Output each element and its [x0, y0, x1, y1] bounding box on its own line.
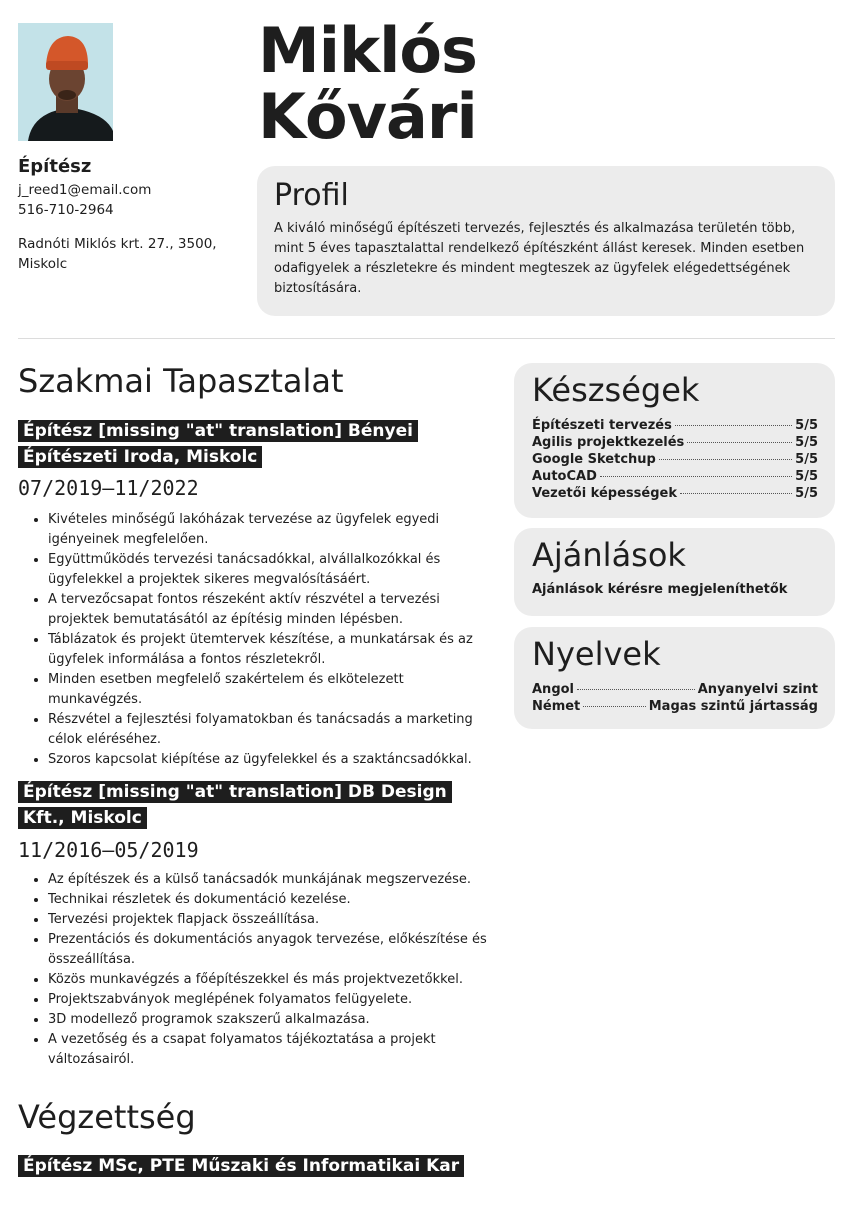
list-item: • Együttműködés tervezési tanácsadókkal, alvállalkozókkal és ügyfelekkel a projektek sikeres megvalósításáért.	[48, 550, 495, 590]
list-item: • Minden esetben megfelelő szakértelem és elkötelezett munkavégzés.	[48, 670, 495, 710]
list-item: • Részvétel a fejlesztési folyamatokban és tanácsadás a marketing célok eléréséhez.	[48, 710, 495, 750]
skill-row	[532, 485, 818, 502]
list-item: • Kivételes minőségű lakóházak tervezése az ügyfelek egyedi igényeinek megfelelően.	[48, 510, 495, 550]
skill-level: 5/5	[795, 486, 818, 501]
list-item: • A tervezőcsapat fontos részeként aktív részvétel a tervezési projektek bemutatásától az építésig minden lépésben.	[48, 590, 495, 630]
skill-name: AutoCAD	[532, 469, 597, 484]
list-item: • Táblázatok és projekt ütemtervek készítése, a munkatársak és az ügyfelek informálása a fontos részletekről.	[48, 630, 495, 670]
profile-photo	[18, 23, 113, 141]
skill-level: 5/5	[795, 469, 818, 484]
skills-heading: Készségek	[532, 371, 700, 409]
language-row	[532, 681, 818, 698]
skill-row	[532, 451, 818, 468]
language-row	[532, 698, 818, 715]
skill-name: Építészeti tervezés	[532, 418, 672, 433]
education-heading: Végzettség	[18, 1098, 196, 1136]
skill-row	[532, 417, 818, 434]
languages-heading: Nyelvek	[532, 635, 661, 673]
skill-level: 5/5	[795, 435, 818, 450]
skill-name: Agilis projektkezelés	[532, 435, 685, 450]
profile-text: A kiváló minőségű építészeti tervezés, fejlesztés és alkalmazása területén több, mint 5 éves tapasztalattal rendelkező építészként állást keresek. Minden esetben odafigyelek a részletekre és mindent megteszek az ügyfelek elégedettségének biztosítására.	[274, 221, 805, 296]
job-1-title: Építész [missing "at" translation] Bényei Építészeti Iroda, Miskolc	[18, 420, 418, 468]
list-item: • Technikai részletek és dokumentáció kezelése.	[48, 890, 495, 910]
list-item: • Prezentációs és dokumentációs anyagok tervezése, előkészítése és összeállítása.	[48, 930, 495, 970]
list-item: • A vezetőség és a csapat folyamatos tájékoztatása a projekt változásairól.	[48, 1030, 495, 1070]
job-1-dates: 07/2019—11/2022	[18, 476, 199, 500]
skill-level: 5/5	[795, 452, 818, 467]
skill-row	[532, 434, 818, 451]
language-name: Német	[532, 699, 581, 714]
contact-block	[18, 180, 151, 220]
list-item: • Tervezési projektek flapjack összeállítása.	[48, 910, 495, 930]
address: Radnóti Miklós krt. 27., 3500, Miskolc	[18, 236, 217, 272]
job-1-title-wrap	[18, 418, 493, 470]
skill-name: Google Sketchup	[532, 452, 656, 467]
profile-heading: Profil	[274, 178, 349, 213]
references-section	[514, 528, 835, 616]
skill-level: 5/5	[795, 418, 818, 433]
job-2-dates: 11/2016—05/2019	[18, 838, 199, 862]
skills-section	[514, 363, 835, 518]
job-2-title: Építész [missing "at" translation] DB Design Kft., Miskolc	[18, 781, 452, 829]
references-heading: Ajánlások	[532, 536, 686, 574]
profile-section	[257, 166, 835, 316]
full-name	[258, 14, 477, 153]
list-item: • Közös munkavégzés a főépítészekkel és más projektvezetőkkel.	[48, 970, 495, 990]
language-level: Anyanyelvi szint	[697, 682, 818, 697]
languages-section	[514, 627, 835, 729]
language-level: Magas szintű jártasság	[648, 699, 818, 714]
language-name: Angol	[532, 682, 575, 697]
phone[interactable]: 516-710-2964	[18, 202, 114, 218]
skill-row	[532, 468, 818, 485]
job-title: Építész	[18, 156, 92, 177]
job-1-bullets	[30, 510, 495, 770]
experience-heading: Szakmai Tapasztalat	[18, 362, 344, 400]
job-2-bullets	[30, 870, 495, 1070]
references-text: Ajánlások kérésre megjeleníthetők	[532, 582, 788, 597]
list-item: • Szoros kapcsolat kiépítése az ügyfelekkel és a szaktáncsadókkal.	[48, 750, 495, 770]
job-2-title-wrap	[18, 779, 493, 831]
last-name: Kővári	[258, 80, 477, 153]
list-item: • Az építészek és a külső tanácsadók munkájának megszervezése.	[48, 870, 495, 890]
list-item: • Projektszabványok meglépének folyamatos felügyelete.	[48, 990, 495, 1010]
education-degree-wrap	[18, 1153, 493, 1179]
skill-name: Vezetői képességek	[532, 486, 677, 501]
divider	[18, 338, 835, 339]
first-name: Miklós	[258, 14, 477, 87]
email[interactable]: j_reed1@email.com	[18, 182, 152, 198]
education-degree: Építész MSc, PTE Műszaki és Informatikai Kar	[18, 1155, 464, 1177]
list-item: • 3D modellező programok szakszerű alkalmazása.	[48, 1010, 495, 1030]
